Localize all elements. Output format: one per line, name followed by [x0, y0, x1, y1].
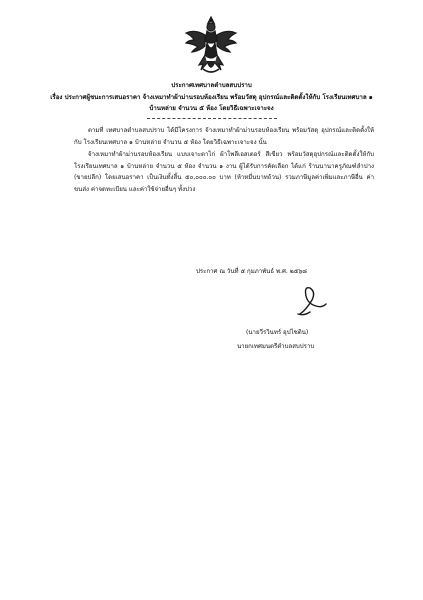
org-title: ประกาศเทศบาลตำบลสบปราบ	[171, 82, 252, 89]
signer-name: (นายวีรวินทร์ อุปไชติน)	[246, 329, 309, 336]
header	[0, 80, 423, 115]
handwritten-signature-icon	[280, 284, 340, 320]
divider	[147, 118, 277, 119]
subject-line: เรื่อง ประกาศผู้ชนะการเสนอราคา จ้างเหมาทำผ้าม่านรอบห้องเรียน พร้อมวัสดุ อุปกรณ์และติดตั้งให้กับ โรงเรียนเทศบาล ๑ บ้านหล่าย จำนวน ๕ ห้อง โดยวิธีเฉพาะเจาะจง	[50, 93, 373, 112]
date-line: ประกาศ ณ วันที่ ๕ กุมภาพันธ์ พ.ศ. ๒๕๖๘	[196, 268, 307, 275]
garuda-emblem-icon	[183, 13, 239, 77]
paragraph-1: ตามที่ เทศบาลตำบลสบปราบ ได้มีโครงการ จ้างเหมาทำผ้าม่านรอบห้องเรียน พร้อมวัสดุ อุปกรณ์และติดตั้งให้กับ โรงเรียนเทศบาล ๑ บ้านหล่าย จำนวน ๕ ห้อง โดยวิธีเฉพาะเจาะจง นั้น	[74, 127, 374, 146]
signer-title: นายกเทศมนตรีตำบลสบปราบ	[237, 343, 315, 350]
body	[74, 125, 374, 197]
paragraph-2: จ้างเหมาทำผ้าม่านรอบห้องเรียน แบบเจาะตาไก่ ผ้าโพลีเอสเตอร์ สีเขียว พร้อมวัสดุอุปกรณ์และติดตั้งให้กับ โรงเรียนเทศบาล ๑ บ้านหล่าย จำนวน ๕ ห้อง จำนวน ๑ งาน ผู้ได้รับการคัดเลือก ได้แก่ ร้านนานาครูภัณฑ์ลำปาง (ขายปลีก) โดยเสนอราคา เป็นเงินทั้งสิ้น ๕๐,๐๐๐.๐๐ บาท (ห้าหมื่นบาทถ้วน) รวมภาษีมูลค่าเพิ่มและภาษีอื่น ค่าขนส่ง ค่าจดทะเบียน และค่าใช้จ่ายอื่นๆ ทั้งปวง	[74, 151, 374, 193]
